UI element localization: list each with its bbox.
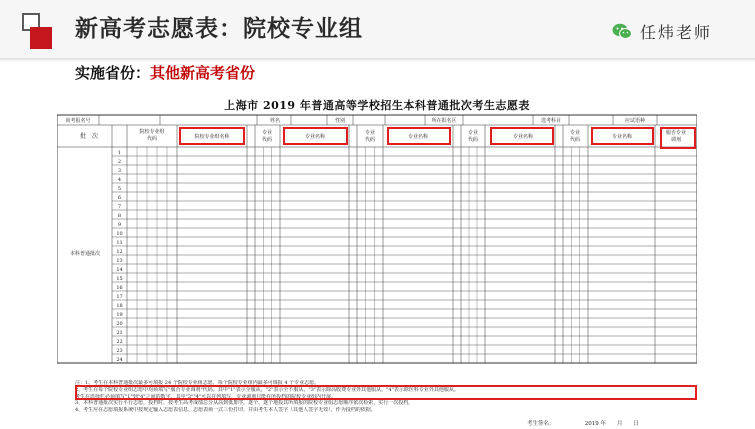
- highlight-major-name-2: [387, 127, 451, 145]
- highlight-adjust: [660, 127, 696, 149]
- highlight-major-name-4: [591, 127, 654, 145]
- row-number: 13: [116, 258, 123, 264]
- row-number: 12: [116, 249, 123, 255]
- info-label-4: 选考科目: [540, 118, 562, 124]
- note-1: 注：1、考生在本科普通批次最多可填报 24 个院校专业组志愿，每个院校专业组内最多可填报 4 个专业志愿。: [75, 380, 320, 386]
- row-number: 8: [117, 213, 122, 219]
- header-major-name-1: 专业名称: [304, 134, 326, 140]
- wechat-icon: [612, 23, 632, 40]
- header-batch: 批 次: [79, 133, 99, 140]
- info-label-2: 性别: [334, 118, 346, 124]
- header-major-code-a-mc1: 专业: [261, 130, 273, 136]
- row-number: 18: [116, 303, 123, 309]
- row-number: 4: [117, 177, 122, 183]
- header-major-code-b-mc3: 代码: [467, 137, 479, 143]
- subtitle-label: 实施省份：: [75, 64, 151, 82]
- highlight-note-2: [75, 385, 697, 400]
- subtitle: [75, 62, 255, 83]
- header-adjust-b: 调剂: [670, 137, 682, 143]
- note-3: 考生在选择栏必须填写"1"到"4"之间的数字，其中"3""4"可以并列填写，专业调剂只能在所投档的院校专业组内开展。: [75, 393, 337, 400]
- header-major-name-2: 专业名称: [407, 134, 429, 140]
- header-group-code-2: 代码: [146, 136, 158, 142]
- author-name: 任炜老师: [640, 23, 713, 42]
- signature-date: 2019 年 月 日: [584, 421, 640, 427]
- row-number: 10: [116, 231, 123, 237]
- highlight-major-name-3: [490, 127, 554, 145]
- row-number: 7: [117, 204, 122, 210]
- row-number: 22: [116, 339, 123, 345]
- author-badge: [612, 20, 712, 43]
- header-major-name-4: 专业名称: [611, 134, 633, 140]
- row-number: 1: [117, 150, 122, 156]
- signature-line: [527, 419, 639, 427]
- header-major-code-a-mc3: 专业: [467, 130, 479, 136]
- header-major-code-b-mc4: 代码: [569, 137, 581, 143]
- row-number: 6: [117, 195, 122, 201]
- header-group-name: 院校专业组名称: [194, 134, 230, 140]
- header-major-code-a-mc4: 专业: [569, 130, 581, 136]
- signature-label: 考生签名：: [527, 421, 552, 427]
- info-label-5: 应试语种: [624, 118, 646, 124]
- row-number: 20: [116, 321, 123, 327]
- header-major-name-3: 专业名称: [512, 134, 534, 140]
- header-group-code-1: 院校专业组: [139, 129, 165, 135]
- application-form: [57, 92, 697, 429]
- slide-title: 新高考志愿表：院校专业组: [75, 16, 363, 42]
- highlight-group-name: [179, 127, 245, 145]
- note-5: 4、考生应在志愿填报系统中按规定输入志愿表信息，志愿表须一式三份打印，并由考生本人签字（其他人签字无效），作为投档的依据。: [75, 407, 376, 414]
- note-2: 2、考生在每个院校专业组志愿中均须填写"服否专业调剂"代码。其中"1"表示全服从，"2"表示全不服从，"3"表示除高收费专业外其他服从，"4"表示除医科专业外其他服从。: [75, 386, 459, 393]
- subtitle-value: 其他新高考省份: [150, 64, 256, 82]
- info-label-0: 尚考报名号: [65, 118, 91, 124]
- row-number: 15: [116, 276, 123, 282]
- row-number: 17: [116, 294, 123, 300]
- row-number: 19: [116, 312, 123, 318]
- row-number: 24: [116, 357, 123, 363]
- info-label-3: 所在报名区: [431, 118, 457, 124]
- header-major-code-b-mc2: 代码: [364, 137, 376, 143]
- row-number: 5: [117, 186, 122, 192]
- row-number: 11: [116, 240, 123, 246]
- row-number: 16: [116, 285, 123, 291]
- row-number: 2: [117, 159, 122, 165]
- info-label-1: 姓名: [269, 118, 281, 124]
- batch-label: 本科普通批次: [69, 251, 101, 257]
- row-number: 9: [117, 222, 122, 228]
- header-major-code-b-mc1: 代码: [261, 137, 273, 143]
- row-number: 3: [117, 168, 122, 174]
- form-title: 上海市 2019 年普通高等学校招生本科普通批次考生志愿表: [224, 99, 530, 112]
- header-adjust-a: 服否专业: [665, 130, 687, 136]
- row-number: 23: [116, 348, 123, 354]
- logo-red-square: [30, 27, 52, 49]
- highlight-major-name-1: [283, 127, 348, 145]
- note-4: 3、本科普通批次实行平行志愿，投档时，按考生高考成绩总分从高到低排序，逐个、逐个地投其所填报的院校专业组志愿顺序依次检索，实行一次投档。: [75, 400, 414, 407]
- row-number: 14: [116, 267, 123, 273]
- row-number: 21: [116, 330, 123, 336]
- header-major-code-a-mc2: 专业: [364, 130, 376, 136]
